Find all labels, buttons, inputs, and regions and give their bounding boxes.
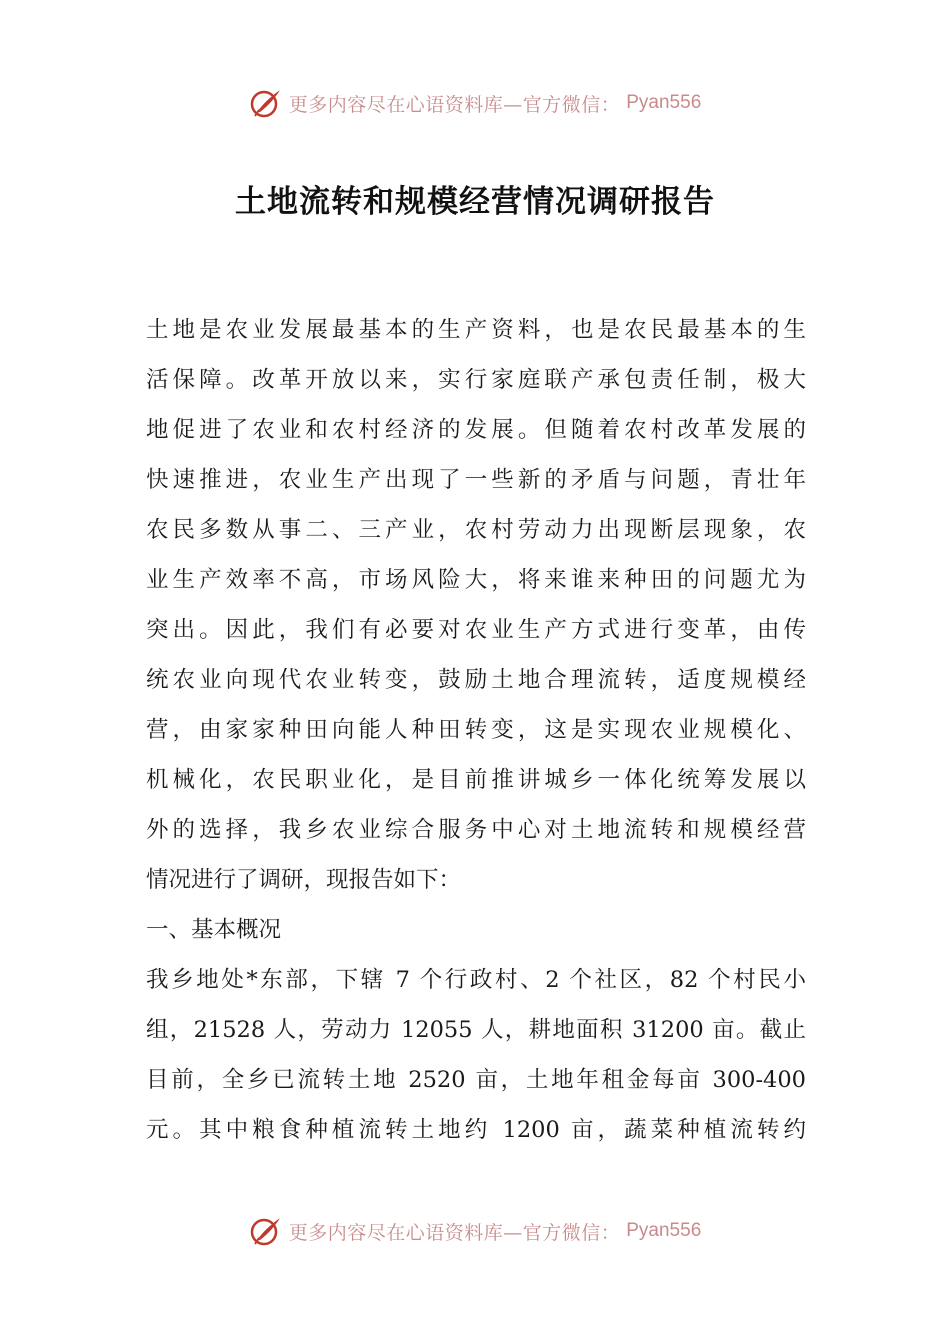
document-title: 土地流转和规模经营情况调研报告 xyxy=(235,184,715,220)
body-line: 土地是农业发展最基本的生产资料，也是农民最基本的生 xyxy=(146,317,806,343)
quill-pen-circle-icon xyxy=(249,86,283,120)
body-line: 目前，全乡已流转土地 2520 亩，土地年租金每亩 300-400 xyxy=(146,1067,806,1093)
body-line: 业生产效率不高，市场风险大，将来谁来种田的问题尤为 xyxy=(146,567,806,593)
body-line: 突出。因此，我们有必要对农业生产方式进行变革，由传 xyxy=(146,617,806,643)
document-body xyxy=(146,305,806,1155)
watermark-header xyxy=(0,83,950,123)
body-line: 营，由家家种田向能人种田转变，这是实现农业规模化、 xyxy=(146,717,806,743)
body-line: 机械化，农民职业化，是目前推讲城乡一体化统筹发展以 xyxy=(146,767,806,793)
body-line: 活保障。改革开放以来，实行家庭联产承包责任制，极大 xyxy=(146,367,806,393)
body-line: 情况进行了调研，现报告如下： xyxy=(146,867,462,893)
body-line: 元。其中粮食种植流转土地约 1200 亩，蔬菜种植流转约 xyxy=(146,1117,806,1143)
body-line: 地促进了农业和农村经济的发展。但随着农村改革发展的 xyxy=(146,417,806,443)
body-line: 快速推进，农业生产出现了一些新的矛盾与问题，青壮年 xyxy=(146,467,806,493)
body-line: 外的选择，我乡农业综合服务中心对土地流转和规模经营 xyxy=(146,817,806,843)
watermark-text: 更多内容尽在心语资料库—官方微信： xyxy=(288,1221,621,1244)
body-line: 农民多数从事二、三产业，农村劳动力出现断层现象，农 xyxy=(146,517,806,543)
watermark-wechat-id: Pyan556 xyxy=(626,1220,702,1241)
watermark-footer xyxy=(0,1211,950,1251)
section-heading: 一、基本概况 xyxy=(146,917,282,943)
watermark-wechat-id: Pyan556 xyxy=(626,92,702,113)
body-line: 我乡地处*东部，下辖 7 个行政村、2 个社区，82 个村民小 xyxy=(146,967,806,993)
body-line: 统农业向现代农业转变，鼓励土地合理流转，适度规模经 xyxy=(146,667,806,693)
watermark-text: 更多内容尽在心语资料库—官方微信： xyxy=(288,93,621,116)
quill-pen-circle-icon xyxy=(249,1214,283,1248)
body-line: 组，21528 人，劳动力 12055 人，耕地面积 31200 亩。截止 xyxy=(146,1017,806,1043)
